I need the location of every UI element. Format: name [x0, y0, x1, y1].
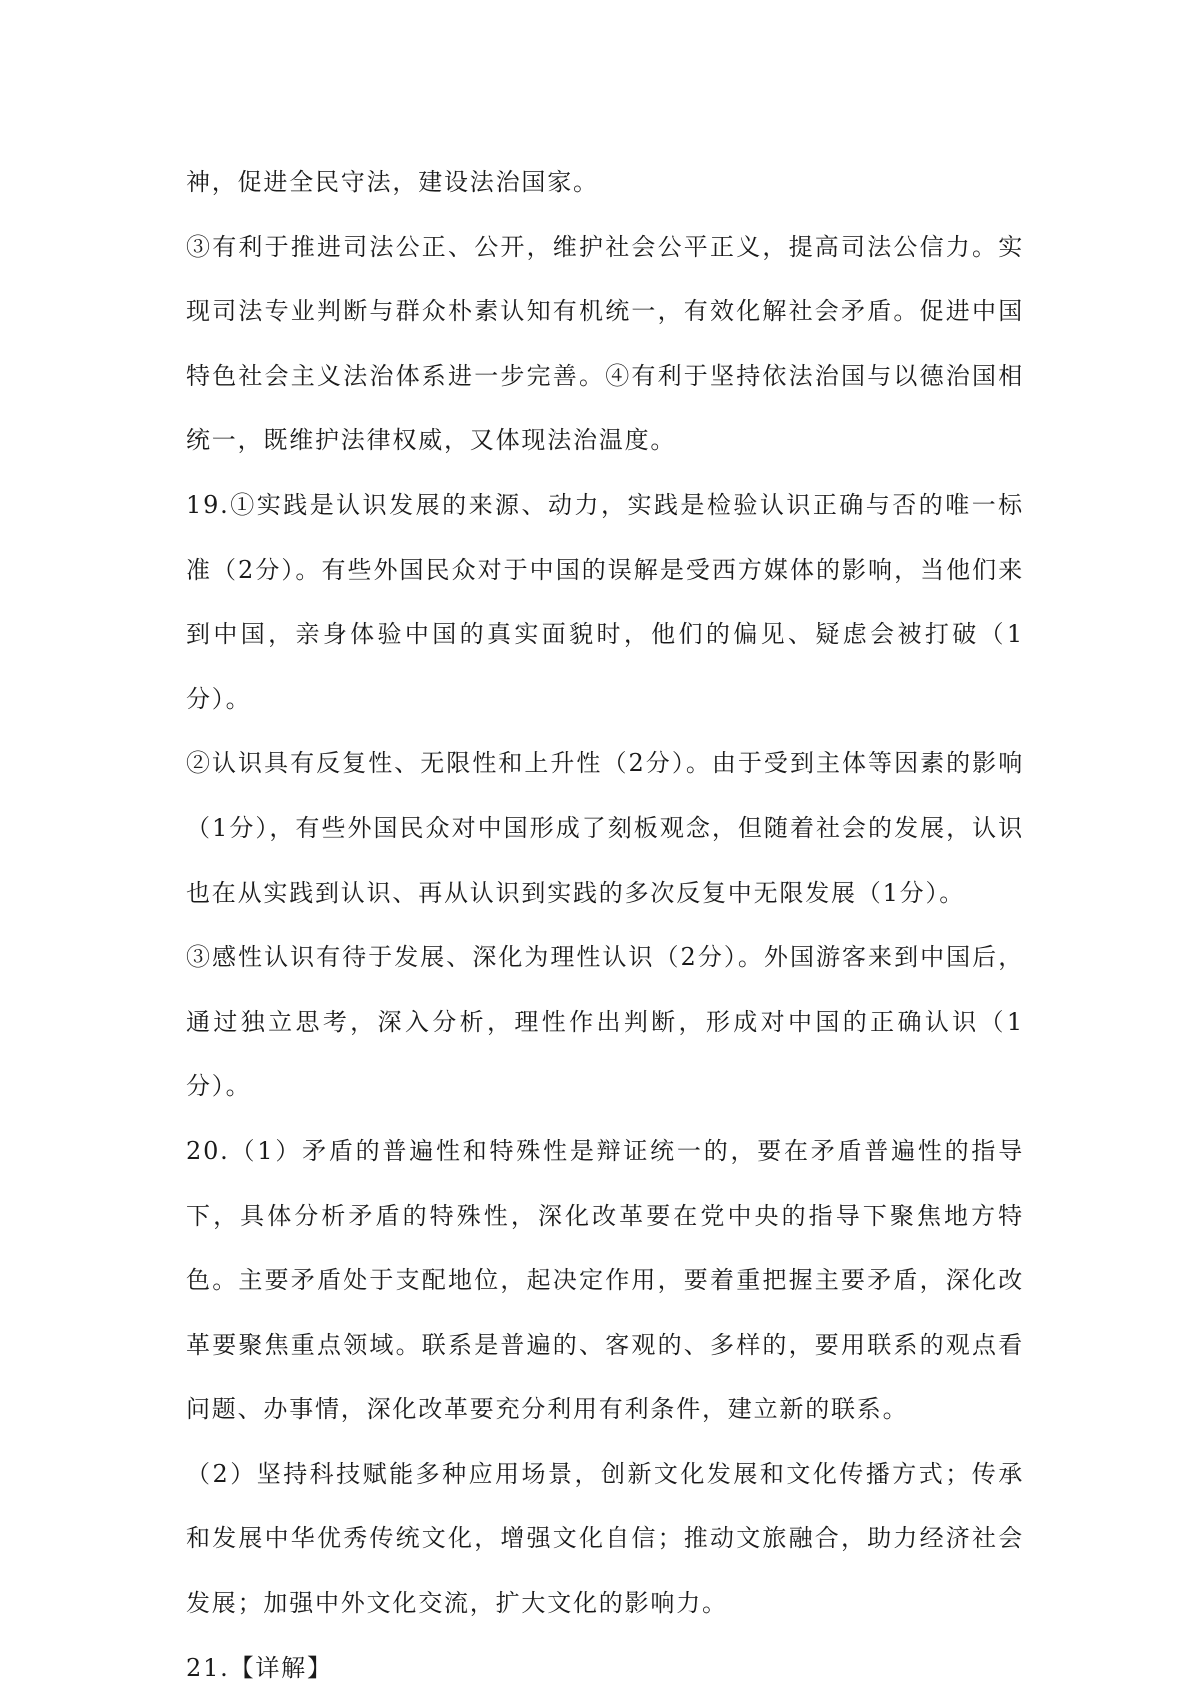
- paragraph-answer-21-heading: 21.【详解】: [186, 1653, 333, 1682]
- paragraph-answer-18-points-3-4: ③有利于推进司法公正、公开，维护社会公平正义，提高司法公信力。实现司法专业判断与群众朴素认知有机统一，有效化解社会矛盾。促进中国特色社会主义法治体系进一步完善。④有利于坚持依法治国与以德治国相统一，既维护法律权威，又体现法治温度。: [186, 232, 1024, 455]
- paragraph-answer-20-part-1: 20.（1）矛盾的普遍性和特殊性是辩证统一的，要在矛盾普遍性的指导下，具体分析矛盾的特殊性，深化改革要在党中央的指导下聚焦地方特色。主要矛盾处于支配地位，起决定作用，要着重把握主要矛盾，深化改革要聚焦重点领域。联系是普遍的、客观的、多样的，要用联系的观点看问题、办事情，深化改革要充分利用有利条件，建立新的联系。: [186, 1136, 1024, 1424]
- paragraph-continuation: 神，促进全民守法，建设法治国家。: [186, 168, 599, 196]
- paragraph-answer-20-part-2: （2）坚持科技赋能多种应用场景，创新文化发展和文化传播方式；传承和发展中华优秀传统文化，增强文化自信；推动文旅融合，助力经济社会发展；加强中外文化交流，扩大文化的影响力。: [186, 1459, 1024, 1618]
- paragraph-answer-19-point-2: ②认识具有反复性、无限性和上升性（2分）。由于受到主体等因素的影响（1分），有些外国民众对中国形成了刻板观念，但随着社会的发展，认识也在从实践到认识、再从认识到实践的多次反复中无限发展（1分）。: [186, 749, 1024, 907]
- paragraph-answer-19-point-3: ③感性认识有待于发展、深化为理性认识（2分）。外国游客来到中国后，通过独立思考，深入分析，理性作出判断，形成对中国的正确认识（1分）。: [186, 943, 1024, 1101]
- paragraph-answer-19-point-1: 19.①实践是认识发展的来源、动力，实践是检验认识正确与否的唯一标准（2分）。有些外国民众对于中国的误解是受西方媒体的影响，当他们来到中国，亲身体验中国的真实面貌时，他们的偏见、疑虑会被打破（1分）。: [186, 490, 1024, 713]
- answer-text-body: [186, 150, 1024, 1700]
